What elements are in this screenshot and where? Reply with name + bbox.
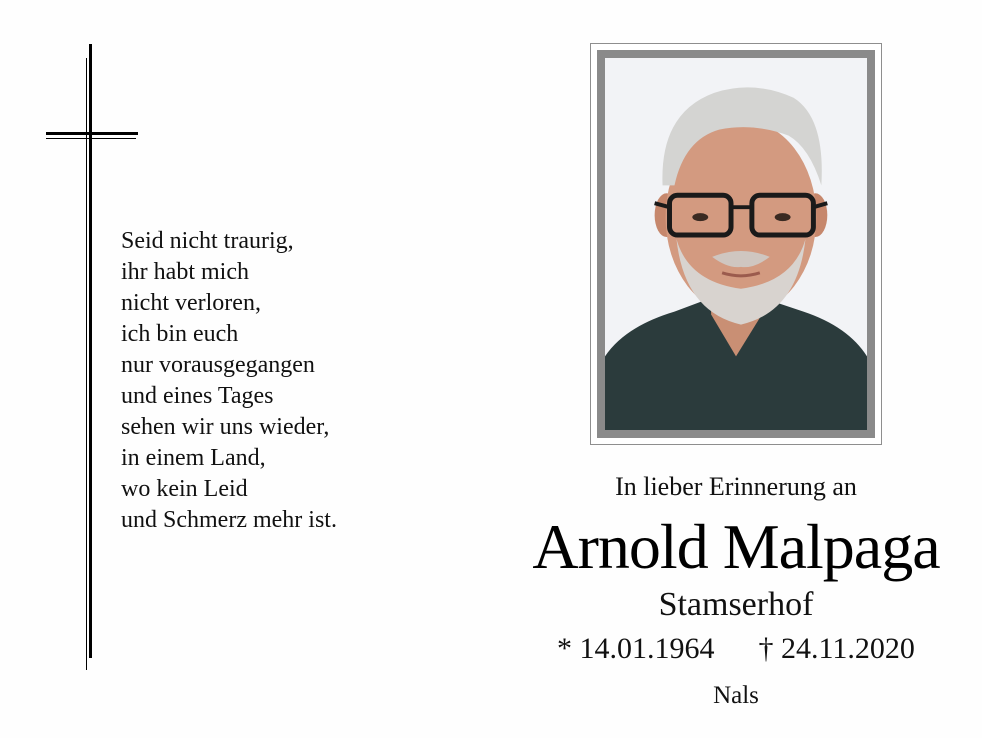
life-dates xyxy=(540,632,932,666)
poem-line: und eines Tages xyxy=(121,383,274,409)
portrait-photo xyxy=(605,58,867,430)
cross-horizontal-beam xyxy=(46,132,138,135)
place-name: Nals xyxy=(713,682,759,709)
poem-line: und Schmerz mehr ist. xyxy=(121,507,337,533)
poem-line: ich bin euch xyxy=(121,321,239,347)
poem-line: Seid nicht traurig, xyxy=(121,228,294,254)
poem-line: nicht verloren, xyxy=(121,290,261,316)
memory-intro: In lieber Erinnerung an xyxy=(615,472,857,501)
cross-shadow-horizontal xyxy=(46,138,136,139)
portrait-frame xyxy=(590,43,882,445)
portrait-illustration xyxy=(605,58,867,430)
poem-line: in einem Land, xyxy=(121,445,266,471)
cross-shadow-vertical xyxy=(86,58,87,670)
poem-line: nur vorausgegangen xyxy=(121,352,315,378)
portrait-mat xyxy=(597,50,875,438)
deceased-name: Arnold Malpaga xyxy=(532,511,940,582)
farm-name: Stamserhof xyxy=(658,586,814,623)
memorial-poem xyxy=(121,226,451,536)
poem-line: wo kein Leid xyxy=(121,476,248,502)
death-date: † 24.11.2020 xyxy=(758,632,915,665)
poem-line: ihr habt mich xyxy=(121,259,249,285)
poem-line: sehen wir uns wieder, xyxy=(121,414,330,440)
cross-vertical-beam xyxy=(89,44,92,658)
birth-date: * 14.01.1964 xyxy=(557,632,715,665)
